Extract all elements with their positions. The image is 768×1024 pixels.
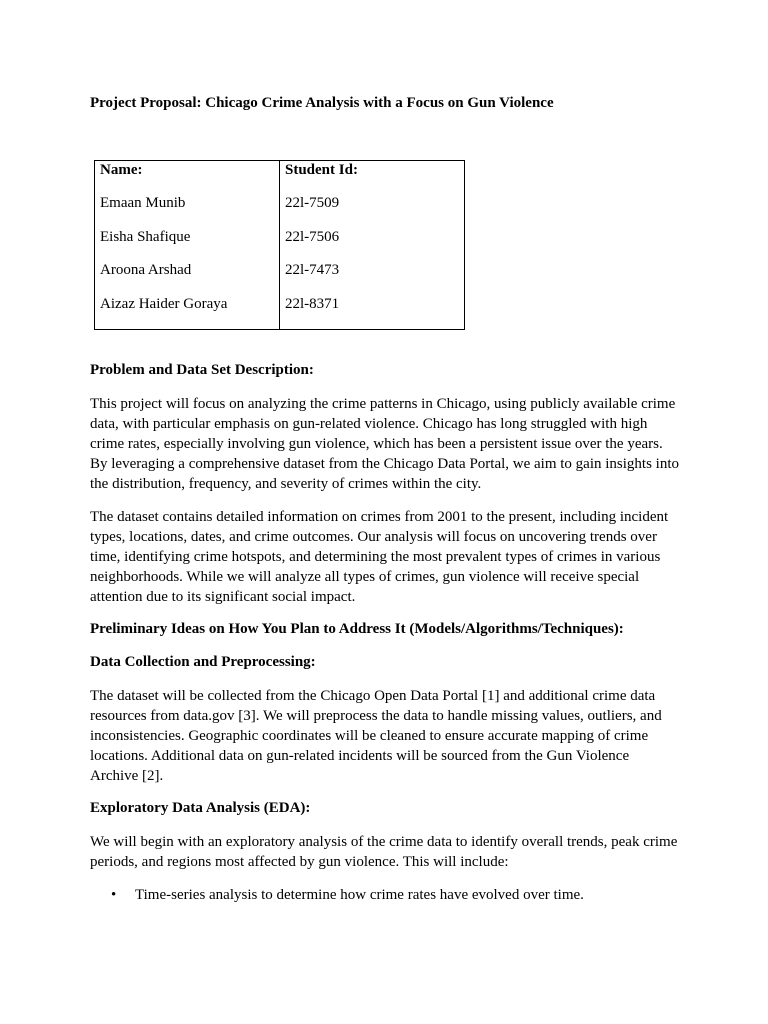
section-heading-problem: Problem and Data Set Description: [90, 362, 314, 378]
student-name: Aizaz Haider Goraya [95, 295, 280, 330]
list-item-text: Time-series analysis to determine how crime rates have evolved over time. [135, 887, 584, 903]
student-table [94, 160, 465, 330]
paragraph-eda: We will begin with an exploratory analysis of the crime data to identify overall trends, peak crime periods, and regions most affected by gun violence. This will include: [90, 834, 678, 870]
section-heading-collection: Data Collection and Preprocessing: [90, 654, 316, 670]
section-heading-eda: Exploratory Data Analysis (EDA): [90, 800, 311, 816]
section-heading-ideas: Preliminary Ideas on How You Plan to Address It (Models/Algorithms/Techniques): [90, 621, 624, 637]
table-row [95, 228, 465, 262]
table-row [95, 295, 465, 330]
student-id: 22l-8371 [280, 295, 465, 330]
document-title: Project Proposal: Chicago Crime Analysis with a Focus on Gun Violence [90, 95, 554, 111]
student-name: Eisha Shafique [95, 228, 280, 262]
table-header-name: Name: [95, 161, 280, 195]
bullet-icon: • [111, 887, 117, 903]
student-id: 22l-7473 [280, 261, 465, 295]
student-name: Emaan Munib [95, 194, 280, 228]
student-id: 22l-7509 [280, 194, 465, 228]
table-header-row [95, 161, 465, 195]
paragraph-collection: The dataset will be collected from the Chicago Open Data Portal [1] and additional crime data resources from data.gov [3]. We will preprocess the data to handle missing values, outliers, and inconsistencies. Geographic coordinates will be cleaned to ensure accurate mapping of crime locations. Additional data on gun-related incidents will be sourced from the Gun Violence Archive [2]. [90, 688, 662, 784]
table-header-student-id: Student Id: [280, 161, 465, 195]
table-row [95, 194, 465, 228]
student-id: 22l-7506 [280, 228, 465, 262]
paragraph-problem-2: The dataset contains detailed information on crimes from 2001 to the present, including incident types, locations, dates, and crime outcomes. Our analysis will focus on uncovering trends over time, identifying crime hotspots, and determining the most prevalent types of crimes in various neighborhoods. While we will analyze all types of crimes, gun violence will receive special attention due to its significant social impact. [90, 509, 669, 605]
list-item [111, 885, 680, 905]
document-body [90, 361, 680, 905]
eda-bullet-list [90, 885, 680, 905]
student-name: Aroona Arshad [95, 261, 280, 295]
table-row [95, 261, 465, 295]
paragraph-problem-1: This project will focus on analyzing the crime patterns in Chicago, using publicly available crime data, with particular emphasis on gun-related violence. Chicago has long struggled with high crime rates, especially involving gun violence, which has been a persistent issue over the years. By leveraging a comprehensive dataset from the Chicago Data Portal, we aim to gain insights into the distribution, frequency, and severity of crimes within the city. [90, 396, 680, 492]
